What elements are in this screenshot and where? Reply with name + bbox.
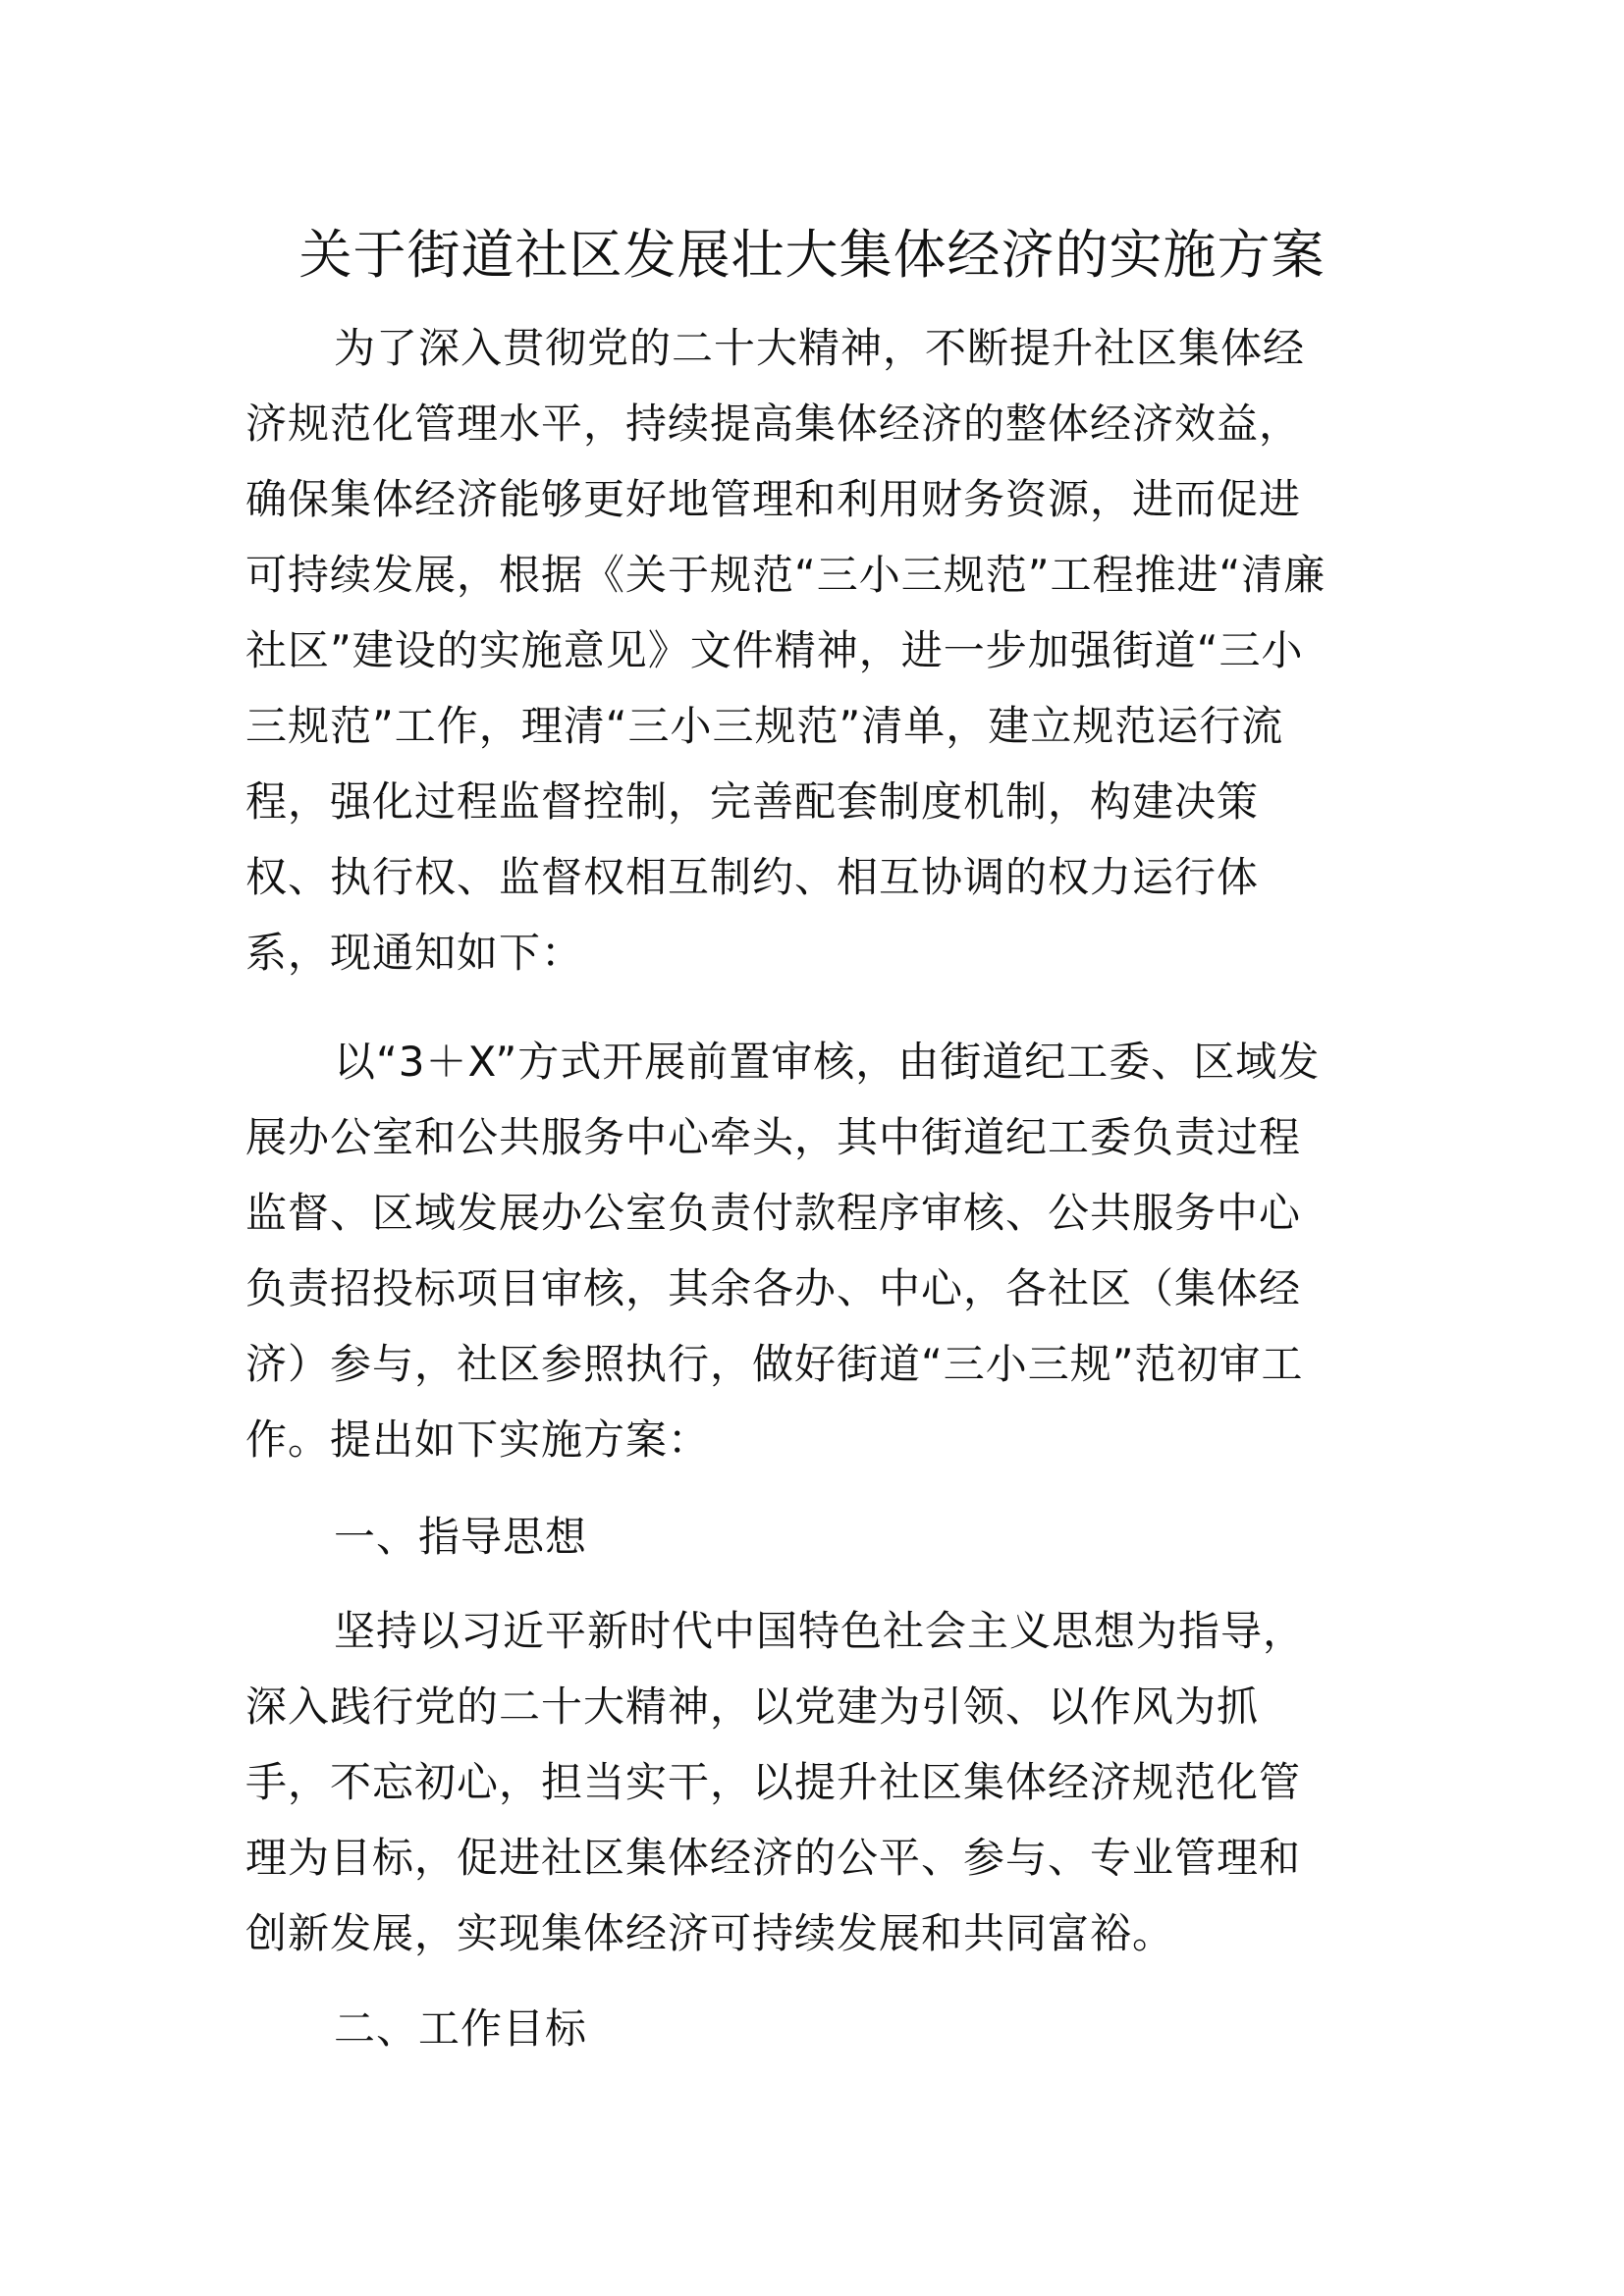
paragraph-guiding-ideology [245, 1593, 1305, 1971]
paragraph-intro [245, 310, 1326, 990]
paragraph-line: 可持续发展，根据《关于规范“三小三规范”工程推进“清廉 [245, 551, 1326, 599]
paragraph-line: 负责招投标项目审核，其余各办、中心，各社区（集体经 [245, 1264, 1302, 1312]
paragraph-line: 作。提出如下实施方案： [245, 1415, 711, 1464]
paragraph-line: 为了深入贯彻党的二十大精神，不断提升社区集体经 [334, 324, 1306, 372]
paragraph-line: 监督、区域发展办公室负责付款程序审核、公共服务中心 [245, 1189, 1302, 1237]
paragraph-review [245, 1024, 1320, 1477]
paragraph-line: 以“3＋X”方式开展前置审核，由街道纪工委、区域发 [334, 1038, 1321, 1086]
paragraph-line: 济规范化管理水平，持续提高集体经济的整体经济效益， [245, 400, 1302, 448]
paragraph-line: 深入践行党的二十大精神，以党建为引领、以作风为抓 [245, 1682, 1260, 1731]
paragraph-line: 济）参与，社区参照执行，做好街道“三小三规”范初审工 [245, 1340, 1304, 1388]
document-title: 关于街道社区发展壮大集体经济的实施方案 [298, 224, 1326, 286]
paragraph-line: 创新发展，实现集体经济可持续发展和共同富裕。 [245, 1909, 1175, 1957]
paragraph-line: 展办公室和公共服务中心牵头，其中街道纪工委负责过程 [245, 1113, 1302, 1161]
section-heading-guiding-ideology: 一、指导思想 [334, 1513, 588, 1561]
section-heading-work-goals: 二、工作目标 [334, 2004, 588, 2053]
paragraph-line: 三规范”工作，理清“三小三规范”清单，建立规范运行流 [245, 702, 1284, 750]
paragraph-line: 确保集体经济能够更好地管理和利用财务资源，进而促进 [245, 475, 1302, 523]
paragraph-line: 理为目标，促进社区集体经济的公平、参与、专业管理和 [245, 1834, 1302, 1882]
paragraph-line: 坚持以习近平新时代中国特色社会主义思想为指导， [334, 1607, 1306, 1655]
paragraph-line: 程，强化过程监督控制，完善配套制度机制，构建决策 [245, 777, 1260, 826]
paragraph-line: 手，不忘初心，担当实干，以提升社区集体经济规范化管 [245, 1758, 1302, 1806]
paragraph-line: 权、执行权、监督权相互制约、相互协调的权力运行体 [245, 853, 1260, 901]
paragraph-line: 系，现通知如下： [245, 929, 584, 977]
paragraph-line: 社区”建设的实施意见》文件精神，进一步加强街道“三小 [245, 626, 1304, 674]
